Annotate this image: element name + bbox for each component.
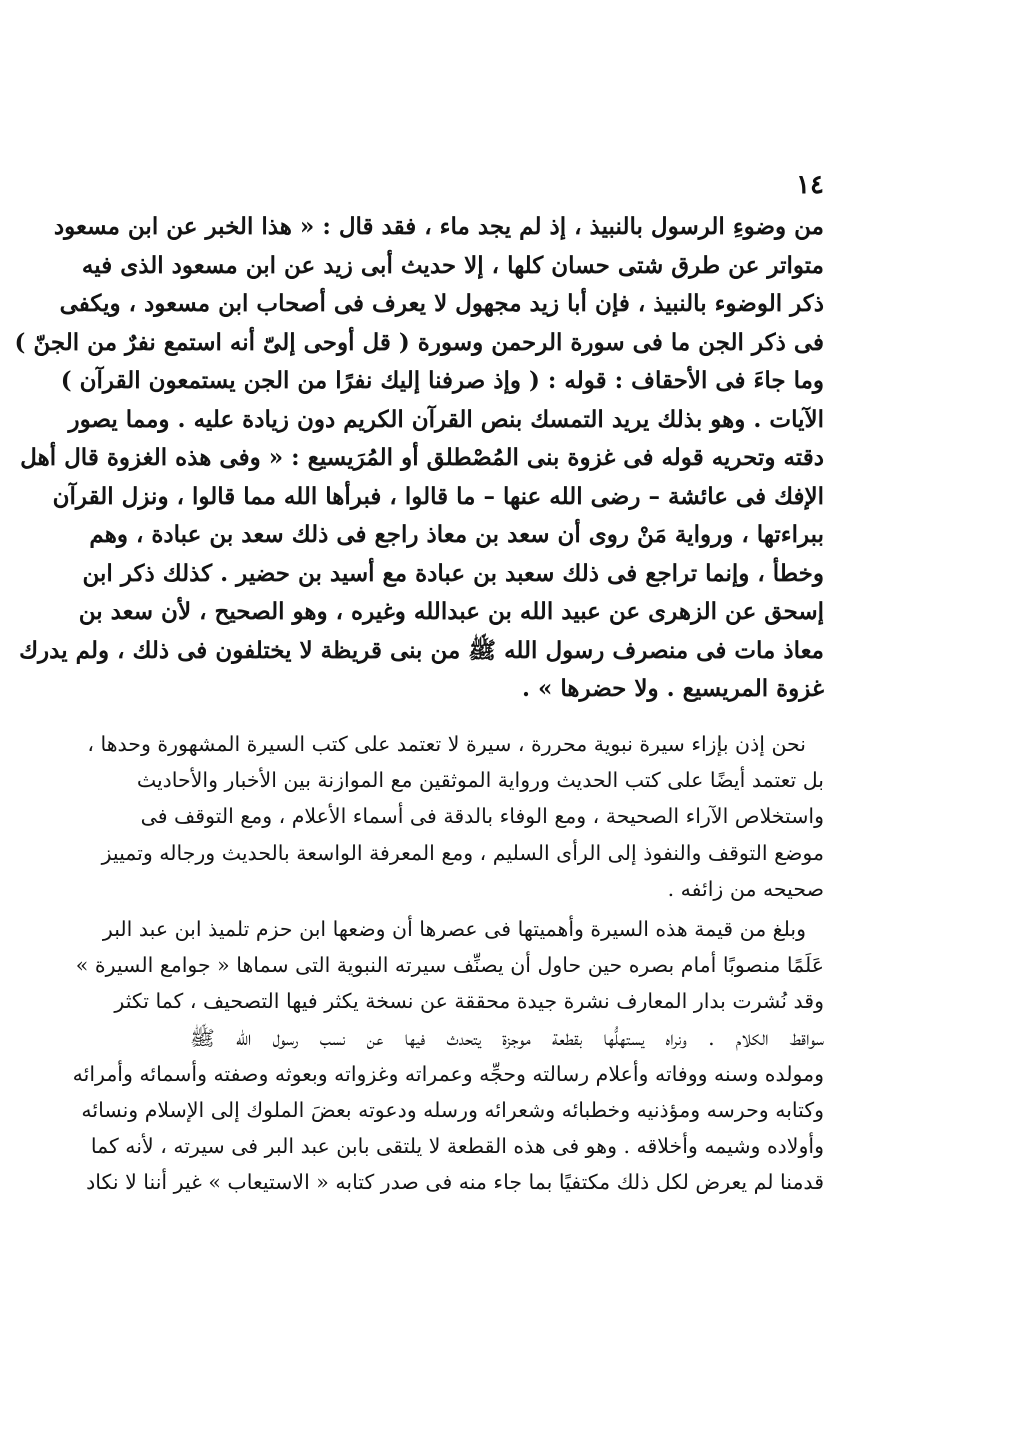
text-line: واستخلاص الآراء الصحيحة ، ومع الوفاء بالدقة فى أسماء الأعلام ، ومع التوقف فى xyxy=(140,804,824,829)
text-line: صحيحه من زائفه . xyxy=(667,876,824,901)
text-line: ومولده وسنه ووفاته وأعلام رسالته وحجِّه وعمراته وغزواته وبعوثه وصفته وأسمائه وأمرائه xyxy=(72,1061,824,1086)
text-line: وقد نُشرت بدار المعارف نشرة جيدة محققة عن نسخة يكثر فيها التصحيف ، كما تكثر xyxy=(114,989,824,1014)
paragraph-3 xyxy=(72,911,824,1201)
paragraph-1 xyxy=(14,208,824,709)
text-line: غزوة المريسيع . ولا حضرها » . xyxy=(521,675,824,702)
text-line: نحن إذن بإزاء سيرة نبوية محررة ، سيرة لا تعتمد على كتب السيرة المشهورة وحدها ، xyxy=(87,732,806,756)
text-line: دقته وتحريه قوله فى غزوة بنى المُصْطلق أو المُرَيسيع : « وفى هذه الغزوة قال أهل xyxy=(20,444,824,471)
text-line: وأولاده وشيمه وأخلاقه . وهو فى هذه القطعة لا يلتقى بابن عبد البر فى سيرته ، لأنه كما xyxy=(90,1134,824,1159)
paragraph-2 xyxy=(87,726,824,907)
page-number: ١٤ xyxy=(796,170,824,200)
text-line: معاذ مات فى منصرف رسول الله ﷺ من بنى قريظة لا يختلفون فى ذلك ، ولم يدرك xyxy=(19,636,824,664)
text-line: وبلغ من قيمة هذه السيرة وأهميتها فى عصرها أن وضعها ابن حزم تلميذ ابن عبد البر xyxy=(102,917,806,941)
text-line: ذكر الوضوء بالنبيذ ، فإن أبا زيد مجهول لا يعرف فى أصحاب ابن مسعود ، ويكفى xyxy=(59,290,824,317)
text-line: من وضوءِ الرسول بالنبيذ ، إذ لم يجد ماء ، فقد قال : « هذا الخبر عن ابن مسعود xyxy=(53,213,824,240)
text-line: الآيات . وهو بذلك يريد التمسك بنص القرآن الكريم دون زيادة عليه . ومما يصور xyxy=(68,405,824,433)
text-line: بل تعتمد أيضًا على كتب الحديث ورواية الموثقين مع الموازنة بين الأخبار والأحاديث xyxy=(136,768,824,793)
text-line: الإفك فى عائشة – رضى الله عنها – ما قالوا ، فبرأها الله مما قالوا ، ونزل القرآن xyxy=(52,482,824,510)
text-line: وكتابه وحرسه ومؤذنيه وخطبائه وشعرائه ورسله ودعوته بعضَ الملوك إلى الإسلام ونسائه xyxy=(81,1098,824,1123)
text-line: قدمنا لم يعرض لكل ذلك مكتفيًا بما جاء منه فى صدر كتابه « الاستيعاب » غير أننا لا نكاد xyxy=(86,1170,824,1195)
text-line: موضع التوقف والنفوذ إلى الرأى السليم ، ومع المعرفة الواسعة بالحديث ورجاله وتمييز xyxy=(101,840,824,865)
text-line: سواقط الكلام . ونراه يستهلُّها بقطعة موجزة يتحدث فيها عن نسب رسول الله ﷺ xyxy=(190,1025,824,1050)
text-line: متواتر عن طرق شتى حسان كلها ، إلا حديث أبى زيد عن ابن مسعود الذى فيه xyxy=(81,251,824,279)
text-line: إسحق عن الزهرى عن عبيد الله بن عبدالله وغيره ، وهو الصحيح ، لأن سعد بن xyxy=(78,598,824,625)
text-line: فى ذكر الجن ما فى سورة الرحمن وسورة ( قل أوحى إلىّ أنه استمع نفرٌ من الجنّ ) xyxy=(14,328,824,356)
text-line: وما جاءَ فى الأحقاف : قوله : ( وإذ صرفنا إليك نفرًا من الجن يستمعون القرآن ) xyxy=(60,367,824,394)
text-line: وخطأ ، وإنما تراجع فى ذلك سعبد بن عبادة مع أسيد بن حضير . كذلك ذكر ابن xyxy=(82,559,824,587)
text-line: عَلَمًا منصوبًا أمام بصره حين حاول أن يصنِّف سيرته النبوية التى سماها « جوامع السيرة » xyxy=(75,953,824,978)
text-line: ببراءتها ، ورواية مَنْ روى أن سعد بن معاذ راجع فى ذلك سعد بن عبادة ، وهم xyxy=(89,521,824,548)
